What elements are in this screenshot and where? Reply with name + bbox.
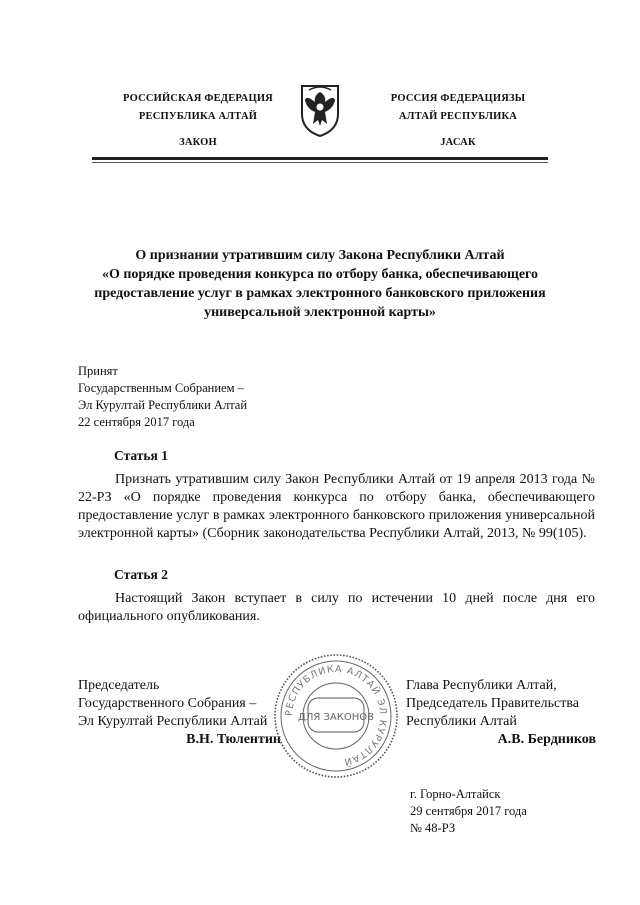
header-left — [88, 90, 308, 152]
adoption-line1: Принят — [78, 364, 118, 378]
header-divider-thin — [92, 162, 548, 163]
header-right-law: JАСАК — [440, 137, 476, 148]
signature-left-line2: Государственного Собрания – — [78, 696, 257, 711]
law-title-line2: «О порядке проведения конкурса по отбору банка, обеспечивающего предоставление услуг в рамках электронного банковского приложения универсальной электронной карты» — [94, 267, 546, 320]
header-divider-thick — [92, 157, 548, 160]
article2-heading: Статья 2 — [114, 567, 168, 582]
adoption-line3: Эл Курултай Республики Алтай — [78, 398, 248, 412]
adoption-line2: Государственным Собранием – — [78, 381, 244, 395]
adoption-date: 22 сентября 2017 года — [78, 415, 195, 429]
signature-right-line2: Председатель Правительства — [406, 696, 579, 711]
signature-right-name: А.В. Бердников — [497, 732, 596, 747]
footer-info — [410, 786, 590, 837]
article1-text: Признать утратившим силу Закон Республики Алтай от 19 апреля 2013 года № 22-РЗ «О порядке проведения конкурса по отбору банка, обеспечивающего предоставление услуг в рамках электронного банковского приложения универсальной электронной карты» (Сборник законодательства Республики Алтай, 2013, № 99(105). — [78, 472, 595, 541]
article1-heading: Статья 1 — [114, 448, 168, 463]
footer-number: № 48-РЗ — [410, 821, 456, 835]
signature-left-line3: Эл Курултай Республики Алтай — [78, 714, 268, 729]
law-title — [80, 246, 560, 322]
footer-date: 29 сентября 2017 года — [410, 804, 527, 818]
signature-left-line1: Председатель — [78, 678, 160, 693]
header-left-republic: РЕСПУБЛИКА АЛТАЙ — [138, 111, 258, 122]
signature-right-line3: Республики Алтай — [406, 714, 517, 729]
header-right — [348, 90, 568, 152]
coat-of-arms-eagle-icon — [296, 80, 344, 138]
signature-right-line1: Глава Республики Алтай, — [406, 678, 557, 693]
header-left-law: ЗАКОН — [179, 137, 217, 148]
stamp-center-text: ДЛЯ ЗАКОНОВ — [298, 712, 374, 723]
signature-right — [406, 677, 596, 749]
law-title-line1: О признании утратившим силу Закона Республики Алтай — [135, 248, 505, 263]
signature-left-name: В.Н. Тюлентин — [186, 732, 281, 747]
stamp-ring-text: РЕСПУБЛИКА АЛТАЙ ЭЛ КУРУЛТАЙ — [283, 663, 389, 768]
header-left-country: РОССИЙСКАЯ ФЕДЕРАЦИЯ — [123, 93, 273, 104]
signature-left — [78, 677, 281, 749]
footer-city: г. Горно-Алтайск — [410, 787, 501, 801]
article2-text: Настоящий Закон вступает в силу по истечении 10 дней после дня его официального опубликования. — [78, 591, 595, 624]
header-right-republic: АЛТАЙ РЕСПУБЛИКА — [398, 111, 518, 122]
official-stamp — [272, 652, 400, 780]
adoption-info — [78, 363, 328, 431]
header-right-country: РОССИЯ ФЕДЕРАЦИЯЗЫ — [390, 93, 526, 104]
